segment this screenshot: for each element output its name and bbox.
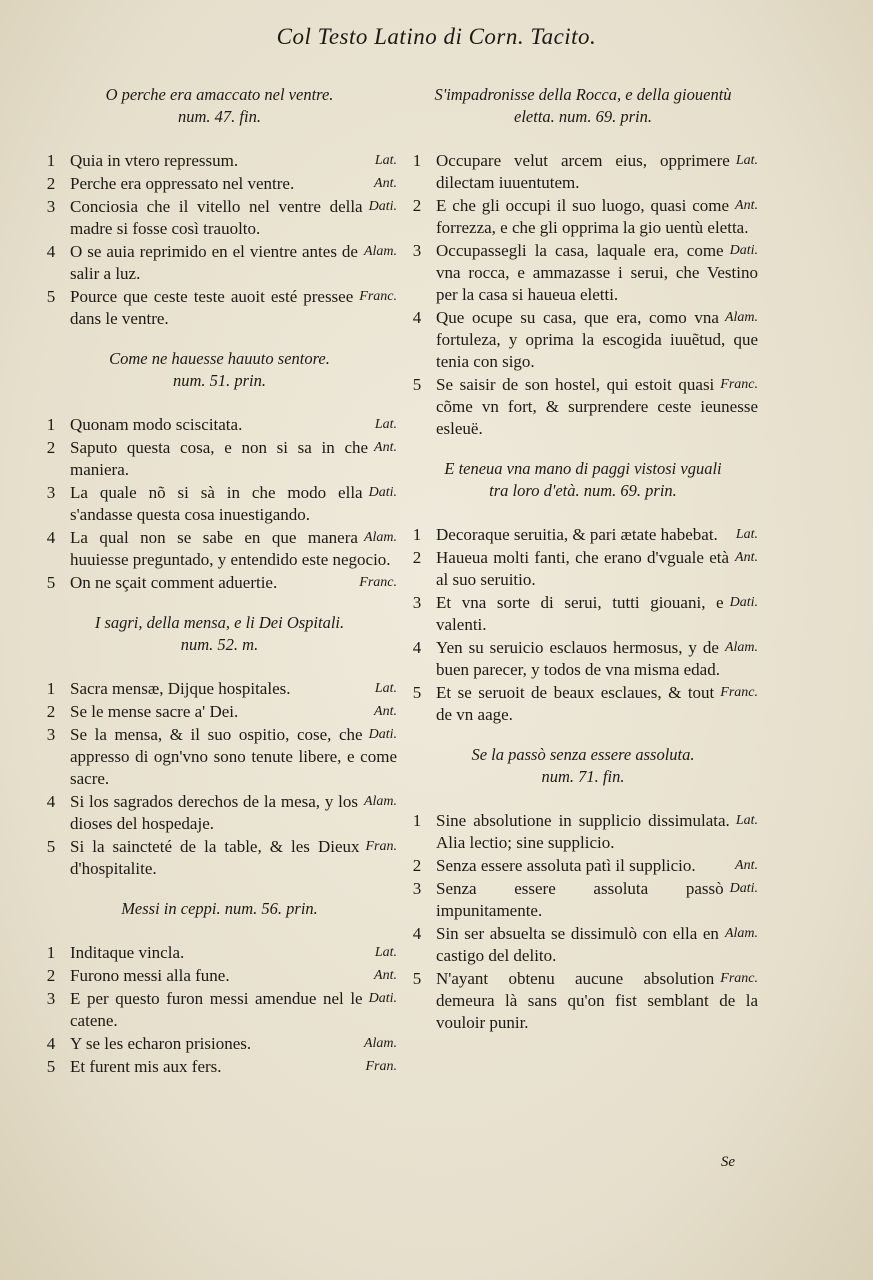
entry-number: 2: [412, 548, 422, 567]
entry-source: Alam.: [363, 244, 397, 259]
entry-text: On ne sçait comment aduertie.: [70, 573, 278, 592]
translation-entry: [42, 196, 397, 240]
section-title-line: I sagri, della mensa, e li Dei Ospitali.: [94, 613, 345, 632]
entry-number: 2: [46, 702, 56, 721]
section-title-line: num. 51. prin.: [172, 371, 267, 390]
translation-list: [408, 810, 758, 1034]
entry-text-block: [70, 286, 397, 330]
entry-text: Se le mense sacre a' Dei.: [70, 702, 239, 721]
entry-source: Ant.: [374, 704, 397, 719]
translation-entry: [408, 524, 758, 546]
entry-source: Dati.: [729, 243, 758, 258]
translation-list: [42, 414, 397, 594]
entry-text-block: [70, 150, 397, 172]
translation-entry: [408, 637, 758, 681]
entry-number: 1: [46, 151, 56, 170]
entry-number: 3: [46, 197, 56, 216]
entry-text: Occupassegli la casa, laquale era, come vna rocca, e ammazasse i serui, che Vestino per la casa si haueua eletti.: [436, 241, 758, 304]
entry-text-block: [436, 878, 758, 922]
section-title-line: tra loro d'età. num. 69. prin.: [489, 481, 677, 500]
entry-number: 3: [412, 593, 422, 612]
entry-number: 5: [412, 969, 422, 988]
translation-entry: [408, 374, 758, 440]
section-title-line: num. 71. fin.: [541, 767, 625, 786]
entry-source: Alam.: [724, 926, 758, 941]
entry-source: Alam.: [363, 794, 397, 809]
entry-text-block: [436, 150, 758, 194]
entry-text: Perche era oppressato nel ventre.: [70, 174, 295, 193]
entry-text: Sin ser absuelta se dissimulò con ella en castigo del delito.: [436, 924, 719, 965]
entry-number: 4: [412, 924, 422, 943]
entry-source: Franc.: [720, 685, 758, 700]
entry-text-block: [70, 527, 397, 571]
section-title: [42, 612, 397, 656]
entry-text: Pource que ceste teste auoit esté pressee dans le ventre.: [70, 287, 354, 328]
translation-entry: [42, 414, 397, 436]
entry-source: Alam.: [724, 640, 758, 655]
translation-entry: [42, 572, 397, 594]
entry-text-block: [70, 724, 397, 790]
translation-list: [42, 678, 397, 880]
entry-text: Decoraque seruitia, & pari ætate habebat.: [436, 525, 718, 544]
entry-source: Ant.: [735, 198, 758, 213]
entry-text-block: [70, 836, 397, 880]
entry-number: 1: [46, 943, 56, 962]
translation-entry: [408, 682, 758, 726]
entry-source: Lat.: [374, 153, 397, 168]
entry-text: Et furent mis aux fers.: [70, 1057, 222, 1076]
entry-text: Y se les echaron prisiones.: [70, 1034, 252, 1053]
entry-text: Et vna sorte di serui, tutti giouani, e valenti.: [436, 593, 724, 634]
catchword: Se: [720, 1154, 735, 1170]
section-title: [42, 898, 397, 920]
entry-text: Quonam modo sciscitata.: [70, 415, 243, 434]
entry-number: 1: [412, 525, 422, 544]
translation-entry: [42, 836, 397, 880]
translation-entry: [408, 195, 758, 239]
entry-number: 5: [46, 1057, 56, 1076]
entry-number: 5: [412, 683, 422, 702]
entry-number: 4: [46, 1034, 56, 1053]
section-title-line: eletta. num. 69. prin.: [514, 107, 652, 126]
entry-text: La qual non se sabe en que manera huuiesse preguntado, y entendido este negocio.: [70, 528, 391, 569]
entry-text-block: [436, 547, 758, 591]
entry-text: Senza essere assoluta patì il supplicio.: [436, 856, 696, 875]
section-title-line: num. 47. fin.: [178, 107, 261, 126]
right-column: [408, 84, 758, 1052]
entry-text-block: [436, 592, 758, 636]
entry-source: Dati.: [368, 485, 397, 500]
entry-number: 2: [412, 856, 422, 875]
entry-number: 5: [46, 287, 56, 306]
entry-text-block: [70, 678, 397, 700]
entry-text: N'ayant obtenu aucune absolution demeura là sans qu'on fist semblant de la vouloir punir.: [436, 969, 758, 1032]
translation-entry: [42, 1056, 397, 1078]
entry-text: Inditaque vincla.: [70, 943, 185, 962]
entry-text: Que ocupe su casa, que era, como vna fortuleza, y oprima la escogida iuuẽtud, que tenia con sigo.: [436, 308, 758, 371]
entry-text: Haueua molti fanti, che erano d'vguale età al suo seruitio.: [436, 548, 730, 589]
entry-source: Lat.: [374, 945, 397, 960]
entry-text: La quale nõ si sà in che modo ella s'andasse questa cosa inuestigando.: [70, 483, 363, 524]
entry-source: Fran.: [365, 1059, 397, 1074]
translation-list: [408, 150, 758, 440]
entry-number: 4: [412, 308, 422, 327]
translation-entry: [408, 878, 758, 922]
section-title-line: Se la passò senza essere assoluta.: [471, 745, 695, 764]
entry-source: Alam.: [363, 1036, 397, 1051]
section-title: [408, 84, 758, 128]
entry-text: Saputo questa cosa, e non si sa in che maniera.: [70, 438, 369, 479]
entry-text-block: [70, 791, 397, 835]
entry-text: Et se seruoit de beaux esclaues, & tout de vn aage.: [436, 683, 715, 724]
section-title: [408, 458, 758, 502]
translation-entry: [408, 810, 758, 854]
translation-list: [42, 150, 397, 330]
section-title-line: Come ne hauesse hauuto sentore.: [109, 349, 330, 368]
translation-entry: [42, 241, 397, 285]
entry-text: Senza essere assoluta passò impunitamente.: [436, 879, 724, 920]
section-title: [408, 744, 758, 788]
entry-source: Dati.: [368, 199, 397, 214]
entry-number: 3: [412, 879, 422, 898]
entry-source: Dati.: [729, 881, 758, 896]
translation-entry: [408, 968, 758, 1034]
entry-text: Se la mensa, & il suo ospitio, cose, che appresso di ogn'vno sono tenute libere, e come sacre.: [70, 725, 397, 788]
entry-text-block: [436, 682, 758, 726]
translation-list: [42, 942, 397, 1078]
entry-text: Si los sagrados derechos de la mesa, y los dioses del hospedaje.: [70, 792, 358, 833]
entry-text-block: [436, 923, 758, 967]
translation-entry: [408, 307, 758, 373]
left-column: [42, 84, 397, 1096]
translation-entry: [408, 923, 758, 967]
entry-text-block: [70, 482, 397, 526]
translation-entry: [42, 791, 397, 835]
entry-text-block: [436, 524, 758, 546]
entry-text-block: [436, 855, 758, 877]
entry-text-block: [70, 241, 397, 285]
entry-source: Ant.: [735, 550, 758, 565]
entry-text-block: [70, 437, 397, 481]
entry-text-block: [436, 637, 758, 681]
translation-entry: [42, 1033, 397, 1055]
entry-source: Alam.: [363, 530, 397, 545]
entry-text-block: [70, 196, 397, 240]
entry-text-block: [70, 1056, 397, 1078]
translation-entry: [42, 286, 397, 330]
entry-text-block: [436, 240, 758, 306]
translation-list: [408, 524, 758, 726]
entry-number: 5: [412, 375, 422, 394]
entry-number: 4: [46, 792, 56, 811]
entry-source: Franc.: [720, 971, 758, 986]
section-title: [42, 84, 397, 128]
entry-text-block: [70, 1033, 397, 1055]
entry-text-block: [436, 968, 758, 1034]
entry-text: Si la saincteté de la table, & les Dieux d'hospitalite.: [70, 837, 360, 878]
entry-source: Ant.: [374, 968, 397, 983]
entry-source: Ant.: [374, 176, 397, 191]
entry-source: Fran.: [365, 839, 397, 854]
entry-text: Conciosia che il vitello nel ventre della madre si fosse così trauolto.: [70, 197, 363, 238]
entry-text: Occupare velut arcem eius, opprimere dilectam iuuentutem.: [436, 151, 730, 192]
translation-entry: [408, 592, 758, 636]
translation-entry: [42, 724, 397, 790]
entry-number: 2: [46, 438, 56, 457]
entry-text: Se saisir de son hostel, qui estoit quasi cõme vn fort, & surprendere ceste ieunesse esleuë.: [436, 375, 758, 438]
translation-entry: [42, 942, 397, 964]
entry-source: Lat.: [735, 153, 758, 168]
translation-entry: [42, 437, 397, 481]
entry-text-block: [436, 374, 758, 440]
translation-entry: [408, 855, 758, 877]
section-title-line: num. 52. m.: [180, 635, 259, 654]
entry-number: 3: [46, 989, 56, 1008]
entry-number: 4: [46, 242, 56, 261]
entry-text: E che gli occupi il suo luogo, quasi come forrezza, e che gli opprima la gio uentù eletta.: [436, 196, 749, 237]
section-title-line: Messi in ceppi. num. 56. prin.: [121, 899, 318, 918]
entry-text-block: [436, 810, 758, 854]
entry-text: E per questo furon messi amendue nel le catene.: [70, 989, 363, 1030]
running-head: Col Testo Latino di Corn. Tacito.: [276, 24, 597, 49]
section-title: [42, 348, 397, 392]
entry-text: Quia in vtero repressum.: [70, 151, 239, 170]
entry-number: 5: [46, 837, 56, 856]
translation-entry: [42, 965, 397, 987]
entry-number: 3: [46, 483, 56, 502]
translation-entry: [42, 482, 397, 526]
translation-entry: [42, 988, 397, 1032]
entry-source: Alam.: [724, 310, 758, 325]
section-title-line: E teneua vna mano di paggi vistosi vguali: [444, 459, 722, 478]
entry-text: Sacra mensæ, Dijque hospitales.: [70, 679, 291, 698]
translation-entry: [42, 150, 397, 172]
translation-entry: [42, 527, 397, 571]
section-title-line: S'impadronisse della Rocca, e della giouentù: [434, 85, 732, 104]
translation-entry: [408, 547, 758, 591]
entry-number: 1: [46, 679, 56, 698]
entry-number: 2: [46, 966, 56, 985]
entry-text: Yen su seruicio esclauos hermosus, y de buen parecer, y todos de vna misma edad.: [436, 638, 720, 679]
entry-number: 4: [412, 638, 422, 657]
entry-text-block: [70, 414, 397, 436]
entry-source: Ant.: [735, 858, 758, 873]
entry-number: 1: [46, 415, 56, 434]
entry-source: Lat.: [735, 813, 758, 828]
entry-source: Franc.: [359, 289, 397, 304]
entry-source: Lat.: [735, 527, 758, 542]
entry-text-block: [70, 173, 397, 195]
entry-source: Dati.: [368, 727, 397, 742]
entry-text-block: [70, 942, 397, 964]
translation-entry: [408, 240, 758, 306]
entry-number: 5: [46, 573, 56, 592]
entry-source: Ant.: [374, 440, 397, 455]
entry-text-block: [70, 965, 397, 987]
entry-number: 1: [412, 811, 422, 830]
entry-number: 1: [412, 151, 422, 170]
translation-entry: [42, 678, 397, 700]
entry-source: Lat.: [374, 681, 397, 696]
entry-number: 4: [46, 528, 56, 547]
entry-source: Franc.: [359, 575, 397, 590]
translation-entry: [42, 701, 397, 723]
entry-text: Furono messi alla fune.: [70, 966, 230, 985]
entry-text-block: [436, 195, 758, 239]
entry-text-block: [70, 572, 397, 594]
translation-entry: [408, 150, 758, 194]
entry-source: Dati.: [729, 595, 758, 610]
entry-source: Dati.: [368, 991, 397, 1006]
entry-text-block: [70, 701, 397, 723]
entry-number: 2: [412, 196, 422, 215]
entry-text-block: [70, 988, 397, 1032]
entry-number: 2: [46, 174, 56, 193]
entry-number: 3: [46, 725, 56, 744]
entry-text: Sine absolutione in supplicio dissimulata. Alia lectio; sine supplicio.: [436, 811, 730, 852]
translation-entry: [42, 173, 397, 195]
entry-source: Lat.: [374, 417, 397, 432]
entry-number: 3: [412, 241, 422, 260]
entry-text-block: [436, 307, 758, 373]
section-title-line: O perche era amaccato nel ventre.: [105, 85, 334, 104]
entry-source: Franc.: [720, 377, 758, 392]
entry-text: O se auia reprimido en el vientre antes de salir a luz.: [70, 242, 358, 283]
